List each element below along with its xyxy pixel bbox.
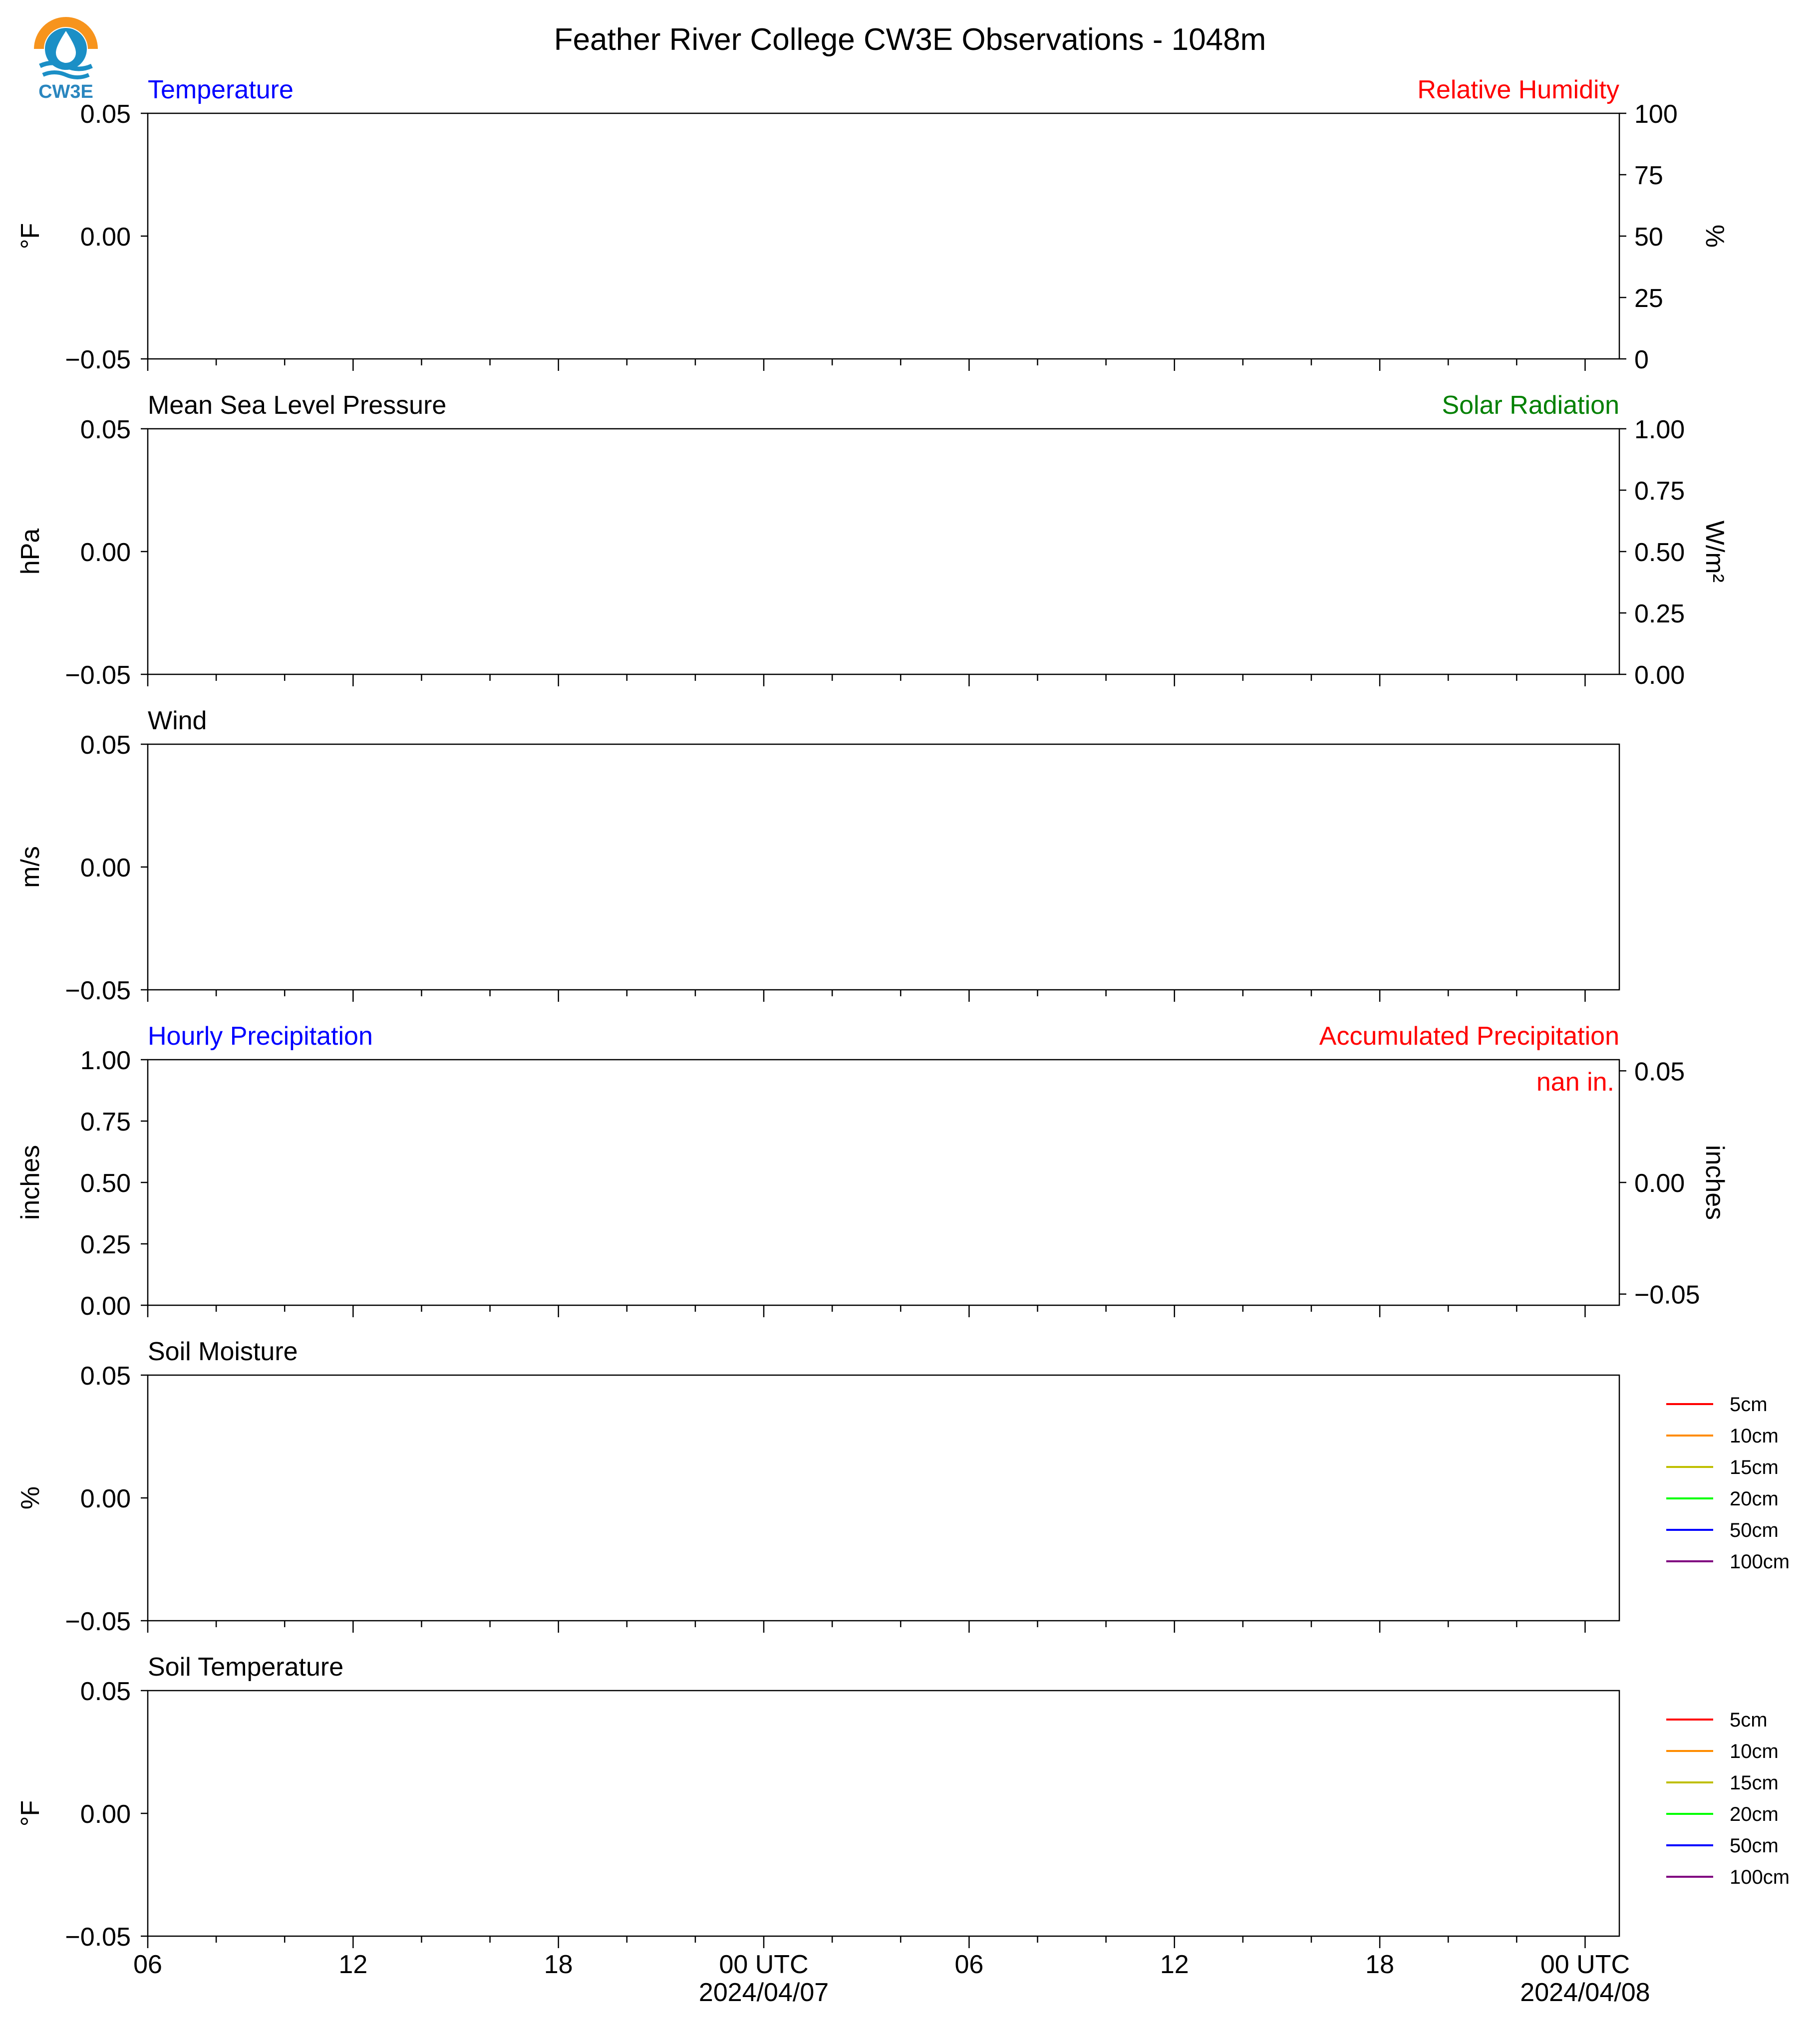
- x-tick-date-label: 2024/04/07: [698, 1978, 829, 2007]
- y-tick-label: 0.00: [80, 1484, 131, 1513]
- y-tick-label: 0.05: [80, 100, 131, 129]
- accumulated-total-annotation: nan in.: [1536, 1068, 1614, 1097]
- legend-label: 100cm: [1730, 1866, 1790, 1888]
- y2-tick-label: 0.05: [1634, 1057, 1685, 1087]
- y-tick-label: 0.05: [80, 415, 131, 444]
- y2-tick-label: 0.75: [1634, 477, 1685, 506]
- x-tick-label: 12: [338, 1950, 368, 1979]
- x-tick-label: 00 UTC: [719, 1950, 809, 1979]
- y-tick-label: 0.00: [80, 1292, 131, 1321]
- panel-title-right: Relative Humidity: [1417, 75, 1619, 104]
- legend-label: 5cm: [1730, 1394, 1768, 1416]
- y-axis-label: °F: [16, 223, 45, 250]
- x-tick-date-label: 2024/04/08: [1520, 1978, 1650, 2007]
- y2-tick-label: 0.00: [1634, 1169, 1685, 1198]
- y-axis-label: inches: [16, 1145, 45, 1220]
- y-tick-label: 0.50: [80, 1169, 131, 1198]
- y-axis-label: m/s: [16, 846, 45, 888]
- y-tick-label: −0.05: [65, 345, 131, 374]
- legend-label: 15cm: [1730, 1456, 1779, 1478]
- y2-tick-label: 0: [1634, 345, 1649, 374]
- y2-tick-label: 1.00: [1634, 415, 1685, 444]
- legend-label: 100cm: [1730, 1551, 1790, 1573]
- y-tick-label: 0.00: [80, 854, 131, 882]
- x-tick-label: 00 UTC: [1540, 1950, 1630, 1979]
- x-tick-label: 06: [133, 1950, 162, 1979]
- y2-tick-label: 0.50: [1634, 538, 1685, 567]
- y-axis-label: °F: [16, 1800, 45, 1827]
- figure-title: Feather River College CW3E Observations - 1048m: [554, 22, 1266, 57]
- y-axis-label: hPa: [16, 528, 45, 575]
- y2-tick-label: 0.00: [1634, 661, 1685, 690]
- x-tick-label: 18: [544, 1950, 573, 1979]
- legend-label: 5cm: [1730, 1709, 1768, 1731]
- y2-tick-label: 75: [1634, 161, 1663, 190]
- legend-label: 10cm: [1730, 1740, 1779, 1762]
- logo-text: CW3E: [38, 81, 93, 102]
- y-tick-label: 0.05: [80, 1362, 131, 1391]
- y2-axis-label: inches: [1700, 1145, 1729, 1220]
- legend-label: 50cm: [1730, 1519, 1779, 1541]
- legend-label: 20cm: [1730, 1488, 1779, 1510]
- legend-label: 15cm: [1730, 1772, 1779, 1794]
- y2-tick-label: 25: [1634, 284, 1663, 313]
- panel-title-left: Wind: [148, 706, 207, 735]
- x-tick-label: 12: [1160, 1950, 1189, 1979]
- legend-label: 20cm: [1730, 1803, 1779, 1825]
- y-tick-label: 1.00: [80, 1046, 131, 1075]
- y-tick-label: 0.00: [80, 223, 131, 252]
- y2-axis-label: %: [1700, 224, 1729, 248]
- x-tick-label: 06: [954, 1950, 984, 1979]
- x-tick-label: 18: [1365, 1950, 1395, 1979]
- y-tick-label: 0.00: [80, 538, 131, 567]
- y2-tick-label: 0.25: [1634, 599, 1685, 628]
- y2-tick-label: 50: [1634, 223, 1663, 252]
- panel-title-left: Mean Sea Level Pressure: [148, 391, 447, 420]
- y-tick-label: 0.05: [80, 1677, 131, 1706]
- y-tick-label: −0.05: [65, 1923, 131, 1952]
- y-tick-label: 0.05: [80, 731, 131, 760]
- y-tick-label: −0.05: [65, 976, 131, 1005]
- y2-axis-label: W/m²: [1700, 520, 1729, 583]
- y-axis-label: %: [16, 1486, 45, 1510]
- y-tick-label: −0.05: [65, 1607, 131, 1636]
- y2-tick-label: 100: [1634, 100, 1678, 129]
- panel-title-right: Accumulated Precipitation: [1319, 1022, 1619, 1051]
- y-tick-label: 0.00: [80, 1800, 131, 1829]
- y-tick-label: −0.05: [65, 661, 131, 690]
- panel-title-left: Hourly Precipitation: [148, 1022, 373, 1051]
- panel-title-left: Soil Moisture: [148, 1337, 298, 1366]
- legend-label: 50cm: [1730, 1835, 1779, 1857]
- legend-label: 10cm: [1730, 1425, 1779, 1447]
- panel-title-left: Soil Temperature: [148, 1653, 344, 1682]
- y2-tick-label: −0.05: [1634, 1280, 1700, 1310]
- panel-title-left: Temperature: [148, 75, 294, 104]
- y-tick-label: 0.25: [80, 1230, 131, 1259]
- panel-title-right: Solar Radiation: [1442, 391, 1619, 420]
- y-tick-label: 0.75: [80, 1108, 131, 1137]
